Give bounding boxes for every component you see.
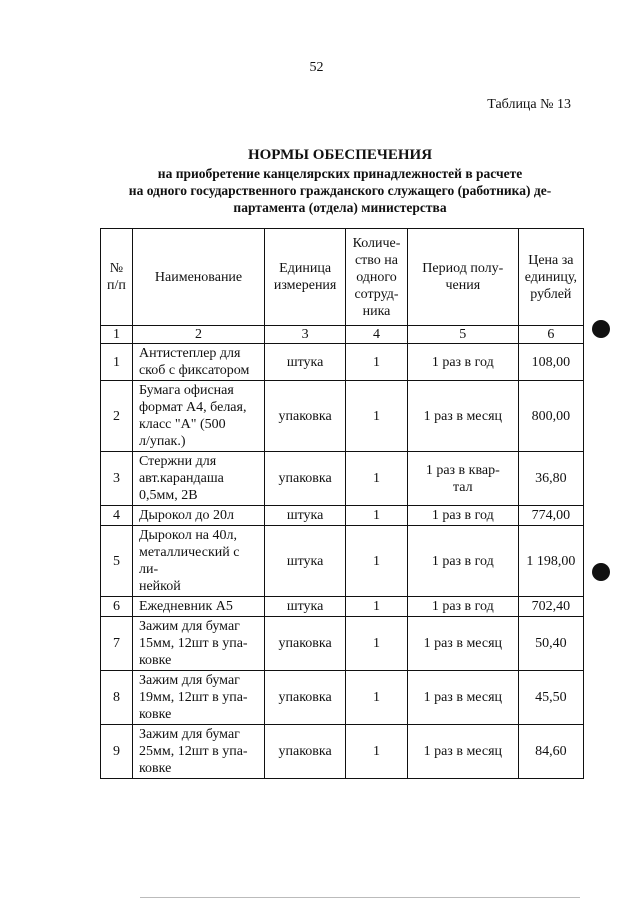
price-cell: 50,40 <box>518 617 583 671</box>
item-name-cell-line: авт.карандаша <box>138 471 224 486</box>
header-unit-line: измерения <box>273 278 337 293</box>
period-cell <box>407 381 518 452</box>
page-bottom-rule <box>140 897 580 898</box>
item-name-cell-line: Стержни для <box>138 454 217 469</box>
header-quantity <box>346 229 408 326</box>
header-period-line: Период полу- <box>422 261 504 276</box>
item-name-cell-line: нейкой <box>138 579 181 594</box>
column-number-cell: 1 <box>101 326 133 344</box>
quantity-cell: 1 <box>346 526 408 597</box>
item-name-cell-line: ковке <box>138 761 172 776</box>
period-cell-line: тал <box>452 479 473 495</box>
row-number-cell: 9 <box>101 725 133 779</box>
header-name-line: Наименование <box>154 269 243 285</box>
document-title <box>100 146 580 216</box>
period-cell-line: 1 раз в месяц <box>423 744 503 759</box>
row-number-cell: 5 <box>101 526 133 597</box>
table-column-numbers-row <box>101 326 584 344</box>
item-name-cell-line: Дырокол на 40л, <box>138 528 238 543</box>
period-cell-line: 1 раз в год <box>431 599 494 614</box>
item-name-cell-line: Дырокол до 20л <box>138 508 234 523</box>
unit-cell: штука <box>265 597 346 617</box>
item-name-cell-line: ковке <box>138 653 172 668</box>
header-number-line: п/п <box>107 278 126 293</box>
header-unit-line: Единица <box>279 261 332 276</box>
item-name-cell-line: скоб с фиксатором <box>138 363 250 378</box>
header-period-line: чения <box>445 278 481 293</box>
unit-cell: упаковка <box>265 452 346 506</box>
header-quantity-line: одного <box>356 269 397 285</box>
period-cell <box>407 344 518 381</box>
table-row <box>101 671 584 725</box>
table-label: Таблица № 13 <box>487 97 571 112</box>
period-cell-line: 1 раз в месяц <box>423 408 503 424</box>
unit-cell: упаковка <box>265 617 346 671</box>
item-name-cell-line: формат А4, белая, <box>138 400 247 415</box>
item-name-cell <box>132 526 264 597</box>
row-number-cell: 7 <box>101 617 133 671</box>
unit-cell: упаковка <box>265 671 346 725</box>
period-cell-line: 1 раз в год <box>431 553 494 569</box>
column-number-cell: 2 <box>132 326 264 344</box>
item-name-cell-line: металлический с ли- <box>138 545 240 577</box>
row-number-cell: 6 <box>101 597 133 617</box>
item-name-cell-line: Зажим для бумаг <box>138 673 240 688</box>
item-name-cell <box>132 452 264 506</box>
page-number: 52 <box>309 60 324 75</box>
quantity-cell: 1 <box>346 452 408 506</box>
item-name-cell <box>132 506 264 526</box>
price-cell: 774,00 <box>518 506 583 526</box>
item-name-cell-line: ковке <box>138 707 172 722</box>
row-number-cell: 1 <box>101 344 133 381</box>
header-quantity-line: ника <box>362 303 391 319</box>
table-header-row <box>101 229 584 326</box>
binder-hole-mark <box>592 320 610 338</box>
header-price-line: Цена за <box>528 252 574 268</box>
norms-table-body <box>101 229 584 779</box>
item-name-cell-line: Ежедневник А5 <box>138 599 233 614</box>
period-cell <box>407 597 518 617</box>
quantity-cell: 1 <box>346 506 408 526</box>
unit-cell: штука <box>265 344 346 381</box>
price-cell: 36,80 <box>518 452 583 506</box>
item-name-cell-line: 0,5мм, 2В <box>138 488 198 503</box>
period-cell <box>407 617 518 671</box>
unit-cell: упаковка <box>265 725 346 779</box>
quantity-cell: 1 <box>346 381 408 452</box>
period-cell-line: 1 раз в год <box>431 508 494 523</box>
column-number-cell: 4 <box>346 326 408 344</box>
period-cell-line: 1 раз в год <box>431 354 494 370</box>
header-number <box>101 229 133 326</box>
title-main: НОРМЫ ОБЕСПЕЧЕНИЯ <box>247 147 433 163</box>
header-quantity-line: сотруд- <box>354 286 399 302</box>
header-quantity-line: ство на <box>354 252 399 268</box>
row-number-cell: 2 <box>101 381 133 452</box>
header-price-line: единицу, <box>524 269 577 285</box>
item-name-cell-line: Зажим для бумаг <box>138 727 240 742</box>
period-cell <box>407 671 518 725</box>
table-row <box>101 597 584 617</box>
price-cell: 84,60 <box>518 725 583 779</box>
item-name-cell <box>132 344 264 381</box>
period-cell-line: 1 раз в квар- <box>425 462 500 478</box>
item-name-cell-line: Антистеплер для <box>138 346 241 361</box>
quantity-cell: 1 <box>346 344 408 381</box>
item-name-cell-line: Бумага офисная <box>138 383 234 398</box>
table-row <box>101 526 584 597</box>
table-row <box>101 452 584 506</box>
quantity-cell: 1 <box>346 597 408 617</box>
item-name-cell-line: 19мм, 12шт в упа- <box>138 690 248 705</box>
header-unit <box>265 229 346 326</box>
row-number-cell: 3 <box>101 452 133 506</box>
header-price-line: рублей <box>530 286 572 302</box>
column-number-cell: 6 <box>518 326 583 344</box>
item-name-cell-line: Зажим для бумаг <box>138 619 240 634</box>
quantity-cell: 1 <box>346 671 408 725</box>
period-cell <box>407 725 518 779</box>
column-number-cell: 3 <box>265 326 346 344</box>
period-cell <box>407 506 518 526</box>
item-name-cell <box>132 381 264 452</box>
column-number-cell: 5 <box>407 326 518 344</box>
price-cell: 702,40 <box>518 597 583 617</box>
table-row <box>101 725 584 779</box>
price-cell: 108,00 <box>518 344 583 381</box>
price-cell: 45,50 <box>518 671 583 725</box>
table-row <box>101 617 584 671</box>
header-period <box>407 229 518 326</box>
title-line-2: на одного государственного гражданского служащего (работника) де- <box>128 183 552 198</box>
item-name-cell <box>132 725 264 779</box>
item-name-cell-line: 25мм, 12шт в упа- <box>138 744 248 759</box>
row-number-cell: 4 <box>101 506 133 526</box>
binder-hole-mark <box>592 563 610 581</box>
item-name-cell <box>132 597 264 617</box>
unit-cell: штука <box>265 526 346 597</box>
item-name-cell <box>132 617 264 671</box>
period-cell <box>407 526 518 597</box>
row-number-cell: 8 <box>101 671 133 725</box>
unit-cell: штука <box>265 506 346 526</box>
table-row <box>101 506 584 526</box>
header-quantity-line: Количе- <box>352 235 401 251</box>
item-name-cell <box>132 671 264 725</box>
table-row <box>101 381 584 452</box>
item-name-cell-line: 15мм, 12шт в упа- <box>138 636 248 651</box>
quantity-cell: 1 <box>346 617 408 671</box>
period-cell-line: 1 раз в месяц <box>423 690 503 705</box>
quantity-cell: 1 <box>346 725 408 779</box>
title-line-1: на приобретение канцелярских принадлежностей в расчете <box>157 166 523 181</box>
price-cell: 800,00 <box>518 381 583 452</box>
table-row <box>101 344 584 381</box>
header-name <box>132 229 264 326</box>
price-cell: 1 198,00 <box>518 526 583 597</box>
item-name-cell-line: класс "А" (500 <box>138 417 226 432</box>
period-cell <box>407 452 518 506</box>
header-price <box>518 229 583 326</box>
title-line-3: партамента (отдела) министерства <box>233 200 447 215</box>
header-number-line: № <box>109 261 124 276</box>
norms-table <box>100 228 584 779</box>
unit-cell: упаковка <box>265 381 346 452</box>
period-cell-line: 1 раз в месяц <box>423 636 503 651</box>
item-name-cell-line: л/упак.) <box>138 434 186 449</box>
